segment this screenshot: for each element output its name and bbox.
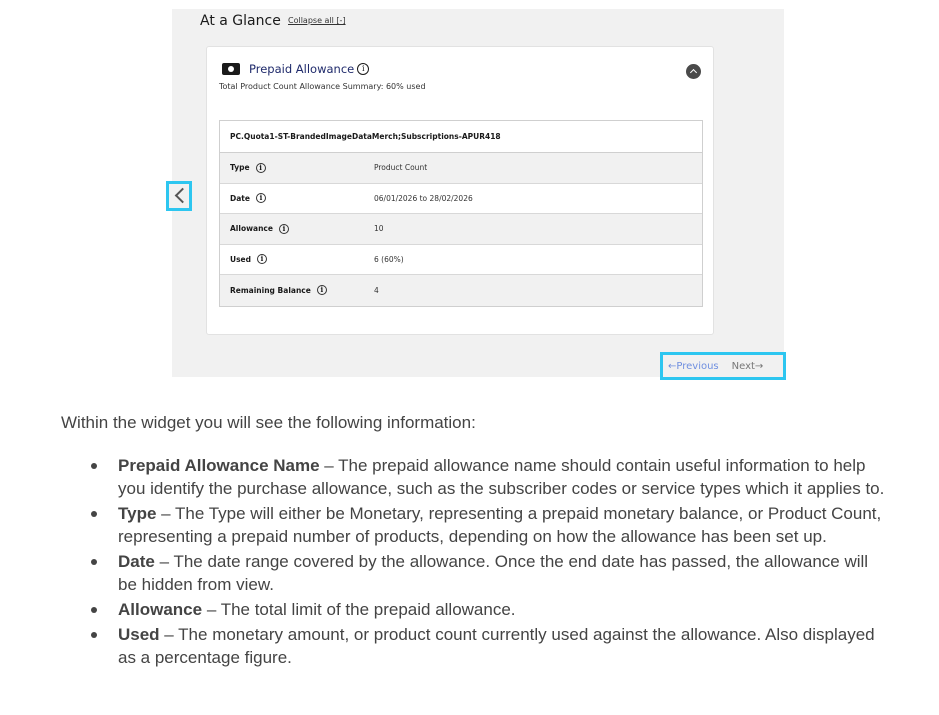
card-title: Prepaid Allowance	[249, 62, 355, 76]
row-label: Type	[230, 163, 250, 173]
row-label: Allowance	[230, 224, 273, 234]
row-value: 4	[374, 285, 379, 295]
allowance-name-heading: PC.Quota1-ST-BrandedImageDataMerch;Subscriptions-APUR418	[220, 121, 702, 153]
list-item	[118, 598, 888, 621]
intro-paragraph: Within the widget you will see the following information:	[61, 413, 476, 432]
prepaid-allowance-card	[206, 46, 714, 335]
list-item-term: Allowance	[118, 600, 203, 619]
card-header	[222, 62, 369, 76]
list-item	[118, 502, 888, 548]
info-icon[interactable]: i	[256, 193, 266, 203]
list-item-term: Type	[118, 504, 157, 523]
at-a-glance-panel	[172, 9, 784, 377]
section-title: At a Glance	[200, 13, 281, 29]
info-icon[interactable]: i	[317, 285, 327, 295]
list-item-text: – The monetary amount, or product count currently used against the allowance. Also displayed as a percentage figure.	[118, 625, 875, 667]
list-item-term: Used	[118, 625, 160, 644]
table-row-used	[220, 245, 702, 276]
bullet-icon	[91, 607, 97, 613]
row-label: Remaining Balance	[230, 285, 311, 295]
bullet-icon	[91, 463, 97, 469]
table-row-date	[220, 184, 702, 215]
collapse-all-link[interactable]: Collapse all [-]	[288, 16, 346, 25]
previous-link[interactable]: ←Previous	[668, 360, 719, 372]
allowance-summary: Total Product Count Allowance Summary: 60% used	[219, 82, 426, 91]
bullet-icon	[91, 632, 97, 638]
list-item-text: – The Type will either be Monetary, representing a prepaid monetary balance, or Product Count, representing a prepaid number of products, depending on how the allowance has been set up.	[118, 504, 882, 546]
list-item-term: Prepaid Allowance Name	[118, 456, 320, 475]
table-row-allowance	[220, 214, 702, 245]
table-row-remaining-balance	[220, 275, 702, 306]
list-item-text: – The prepaid allowance name should contain useful information to help you identify the purchase allowance, such as the subscriber codes or service types which it applies to.	[118, 456, 885, 498]
info-icon[interactable]: i	[357, 63, 369, 75]
table-row-type	[220, 153, 702, 184]
bullet-icon	[91, 559, 97, 565]
next-link[interactable]: Next→	[731, 360, 764, 372]
field-descriptions-list	[118, 454, 888, 671]
list-item	[118, 550, 888, 596]
pagination	[660, 352, 786, 380]
chevron-up-icon[interactable]	[686, 64, 701, 79]
row-value: Product Count	[374, 163, 428, 173]
row-value: 6 (60%)	[374, 254, 404, 264]
info-icon[interactable]: i	[257, 254, 267, 264]
row-label: Date	[230, 193, 250, 203]
list-item-text: – The date range covered by the allowance. Once the end date has passed, the allowance will be hidden from view.	[118, 552, 869, 594]
money-icon	[222, 63, 240, 75]
list-item-text: – The total limit of the prepaid allowance.	[202, 600, 516, 619]
bullet-icon	[91, 511, 97, 517]
info-icon[interactable]: i	[279, 224, 289, 234]
list-item-term: Date	[118, 552, 155, 571]
list-item	[118, 454, 888, 500]
list-item	[118, 623, 888, 669]
info-icon[interactable]: i	[256, 163, 266, 173]
row-value: 10	[374, 224, 384, 234]
chevron-left-icon[interactable]	[166, 181, 192, 211]
row-value: 06/01/2026 to 28/02/2026	[374, 193, 473, 203]
allowance-detail-table	[219, 120, 703, 307]
row-label: Used	[230, 254, 252, 264]
